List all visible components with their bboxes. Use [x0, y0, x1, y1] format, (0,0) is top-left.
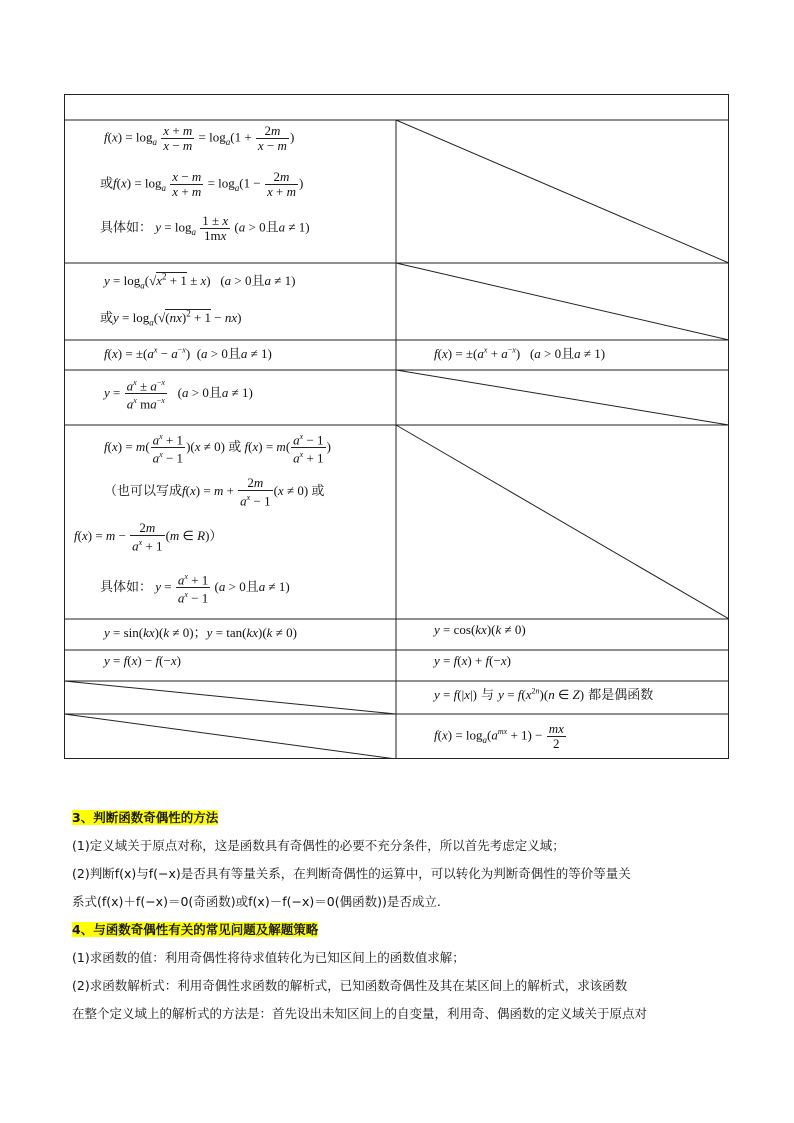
section4-p1: (1)求函数的值：利用奇偶性将待求值转化为已知区间上的函数值求解； [72, 950, 465, 965]
r2-formula-2: 或$y = \log_a(√(nx)^2 + 1 - nx)$ [100, 308, 242, 328]
r8-right-formula: y = f(|x|) 与 $y = f(x^{2n})(n$ ∈ Z) 都是偶函数 [434, 686, 654, 703]
section4-p2a: (2)求函数解析式：利用奇偶性求函数的解析式，已知函数奇偶性及其在某区间上的解析式，求该函数 [72, 978, 628, 993]
r3-left-formula: $f(x) = \pm(a^x - a^{-x}) (a > 0$且a ≠ 1) [104, 345, 272, 362]
r9-right-formula: $f(x) = \log_a(a^{mx} + 1)$ − $\frac{mx}{2}$ [434, 721, 564, 751]
r5-formula-1: f(x) = m( $\frac{a^x + 1}{a^x - 1}$ )(x ≠ 0) 或 f(x) = m( $\frac{a^x - 1}{a^x + 1}$ ) [104, 432, 331, 466]
r6-left-formula: y = sin(kx)(k ≠ 0)；y = tan(kx)(k ≠ 0) [104, 625, 297, 641]
section3-p2b: 系式(f(x)＋f(−x)＝0(奇函数)或f(x)－f(−x)＝0(偶函数))是否成立. [72, 894, 441, 909]
r1-formula-1: $f(x) = \log_a$ $\frac{x + m}{x - m}$ = $\log_a(1$ + $\frac{2m}{x - m}$ ) [104, 123, 295, 153]
r4-formula: y = $\frac{a^x \pm a^{-x}}{a^x ma^{-x}}$ (a > 0且a ≠ 1) [104, 378, 253, 412]
r1-formula-2: 或$f(x) = \log_a$ $\frac{x - m}{x + m}$ = $\log_a(1$ − $\frac{2m}{x + m}$ ) [100, 169, 304, 199]
section3-heading: 3、判断函数奇偶性的方法 [72, 810, 219, 825]
r7-left-formula: y = f(x) − f(−x) [104, 653, 181, 668]
r5-formula-2: （也可以写成f(x) = m + $\frac{2m}{a^x - 1}$ (x ≠ 0) 或 [104, 475, 325, 509]
section3-p1: (1)定义域关于原点对称，这是函数具有奇偶性的必要不充分条件，所以首先考虑定义域； [72, 838, 565, 853]
r6-right-formula: y = cos(kx)(k ≠ 0) [434, 622, 526, 637]
section4-p2b: 在整个定义域上的解析式的方法是：首先设出未知区间上的自变量，利用奇、偶函数的定义域关于原点对 [72, 1006, 648, 1021]
r5-formula-4: 具体如： y = $\frac{a^x + 1}{a^x - 1}$ (a > 0且a ≠ 1) [100, 572, 290, 606]
section4-heading: 4、与函数奇偶性有关的常见问题及解题策略 [72, 922, 319, 937]
r7-right-formula: y = f(x) + f(−x) [434, 653, 511, 668]
r3-right-formula: $f(x) = \pm(a^x + a^{-x}) (a > 0$且a ≠ 1) [434, 345, 606, 362]
section3 [72, 804, 732, 1028]
r1-formula-3: 具体如： $y = \log_a$ $\frac{1 \pm x}{1mx}$ (a > 0且a ≠ 1) [100, 213, 310, 243]
r5-formula-3: f(x) = m − $\frac{2m}{a^x + 1}$ (m ∈ R)） [74, 520, 223, 554]
section3-p2a: (2)判断f(x)与f(−x)是否具有等量关系，在判断奇偶性的运算中，可以转化为判断奇偶性的等价等量关 [72, 866, 631, 881]
r2-formula-1: $y = \log_a(√x^2 + 1 \pm x) (a > 0$且a ≠ 1) [104, 271, 296, 291]
